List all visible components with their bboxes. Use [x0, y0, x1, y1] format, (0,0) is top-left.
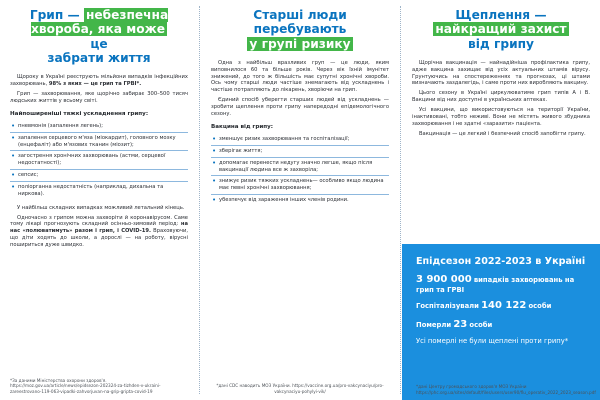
title-highlight: у групі ризику	[249, 36, 351, 51]
stat-unit: особи	[469, 320, 493, 329]
paragraph-text: Враховуючи, що діти ходять до школи, а дорослі — на роботу, вірусні пошириться дуже швидко.	[10, 228, 188, 249]
paragraph: Вакцинація — це легкий і безпечний спосіб запобігти грипу.	[419, 130, 586, 137]
paragraph	[10, 215, 188, 249]
paragraph: Усі вакцини, що використовуються на території України, інактивовані, тобто неживі. Вони не містять живого збудника захворювання і не здатні «заразити» пацієнта.	[412, 106, 590, 127]
column-risk-group	[201, 0, 399, 400]
column-divider	[199, 6, 200, 394]
title-highlight: найкращий захист	[435, 22, 567, 37]
title-line: Грип —	[29, 8, 84, 22]
paragraph: Єдиний спосіб уберегти старших людей від ускладнень — зробити щеплення проти грипу напередодні епідемологічного сезону.	[211, 97, 389, 117]
paragraph: Щорічна вакцинація — найнадійніша профілактика грипу, адже вакцина захищає від усіх актуальних штамів вірусу. Грунтуючись на спостереженнях та прогнозах, ці штами визначають заздалегідь, і саме проти них виробляють вакцину.	[412, 59, 590, 87]
vaccine-heading: Вакцина від грипу:	[211, 123, 274, 130]
title-highlight: небезпечна хвороба, яка може	[31, 8, 169, 37]
stat-unit: особи	[528, 302, 552, 311]
stat-number: 23	[453, 318, 468, 330]
stat-deaths	[416, 319, 588, 332]
paragraph: У найбільш складних випадках можливий летальний кінець.	[17, 204, 185, 211]
list-item: • запалення серцевого м'яза (міокардит), головного мозку (енцефаліт) або м'язових тканин (міозит);	[10, 133, 188, 152]
title-line: забрати життя	[47, 50, 151, 65]
footnote: *дані CDC наводить МОЗ України. https://vaccine.org.ua/pro-vakcynaciyu/pro-vakcynaciyu-pohylyi-vik/	[216, 383, 384, 394]
footnote: *дані Центру громадського здоров'я МОЗ України https://phc.org.ua/sites/default/files/users/user90/flu_operativ_2022_2023_season.pdf	[416, 384, 596, 395]
paragraph-bold-text: 98% з яких — це грип та ГРВІ*.	[48, 80, 142, 87]
column-divider	[400, 6, 401, 394]
complications-list	[10, 121, 188, 200]
list-item: • знижує ризик тяжких ускладнень— особливо якщо людина має певні хронічні захворювання;	[211, 176, 389, 195]
title-line: від грипу	[468, 36, 534, 51]
list-item: • зменшує ризик захворювання та госпіталізації;	[211, 134, 389, 146]
title-line: це	[90, 36, 108, 51]
complications-heading: Найпоширеніші тяжкі ускладнення грипу:	[10, 110, 149, 117]
stat-label: Госпіталізували	[416, 302, 479, 311]
list-item: • загострення хронічних захворювань (астми, серцевої недостатності);	[10, 151, 188, 170]
stat-cases	[416, 274, 588, 295]
list-item: • убезпечує від зараження інших членів родини.	[211, 195, 389, 206]
list-item: • поліорганна недостатність (наприклад, дихальна та ниркова).	[10, 182, 188, 200]
list-item: • зберігає життя;	[211, 146, 389, 158]
title-line: Старші люди	[253, 8, 347, 22]
column-title	[10, 8, 188, 65]
column-title	[211, 8, 389, 51]
stat-number: 3 900 000	[416, 273, 472, 285]
list-item: • сепсис;	[10, 170, 188, 182]
paragraph-text: Щороку в Україні реєструють мільйони випадків інфекційних захворювань,	[10, 74, 188, 87]
title-line: перебувають	[253, 22, 347, 37]
stat-label: випадків захворювань на грип та ГРВІ	[416, 275, 575, 294]
paragraph: Цього сезону в Україні циркулюватиме грип типів A і B. Вакцини від них доступні в українських аптеках.	[412, 90, 590, 104]
column-flu-danger	[0, 0, 198, 400]
paragraph: Одна з найбільш вразливих груп — це люди, яким виповнилося 60 та більше років. Через вік їхній імунітет знижений, до того ж більшість має супутні хронічні хвороби. Ось чому старші люди частіше знемагають від ускладнень і частіше потрапляють до лікарень, хворіючи на грип.	[211, 59, 389, 94]
stat-number: 140 122	[481, 300, 527, 312]
paragraph	[10, 74, 188, 88]
vaccine-benefits-list	[211, 134, 389, 206]
list-item: • допомагає перенести недугу значно легше, якщо після вакцинації людина все ж захворіла;	[211, 158, 389, 177]
list-item: • пневмонія (запалення легень);	[10, 121, 188, 133]
stat-label: Померли	[416, 320, 452, 329]
stat-unvaccinated: Усі померлі не були щеплені проти грипу*	[416, 337, 569, 346]
column-title	[412, 8, 590, 51]
footnote: *За даними Міністерства охорони здоров'я. https://moz.gov.ua/article/news/epidsezon-202324-za-tizhden-v-ukraini-zareestrovano-119-063-vipadki-zahvorjuvan-na-grip-gripta-covid-19	[10, 377, 161, 394]
paragraph-text: Одночасно з грипом можна захворіти й коронавірусом. Саме тому лікарі прогнозують складний осінньо-зимовий період:	[10, 214, 188, 228]
paragraph: Грип — захворювання, яке щорічно забирає 300–500 тисяч людських життів у всьому світі.	[10, 90, 188, 104]
stat-hospitalized	[416, 300, 588, 313]
paragraph-bold-text: на нас «полюватимуть» разом і грип, і COVID-19.	[10, 221, 188, 235]
stats-title: Епідсезон 2022-2023 в Україні	[416, 256, 586, 267]
epidemic-season-stats	[402, 244, 600, 400]
title-line: Щеплення —	[455, 8, 547, 22]
